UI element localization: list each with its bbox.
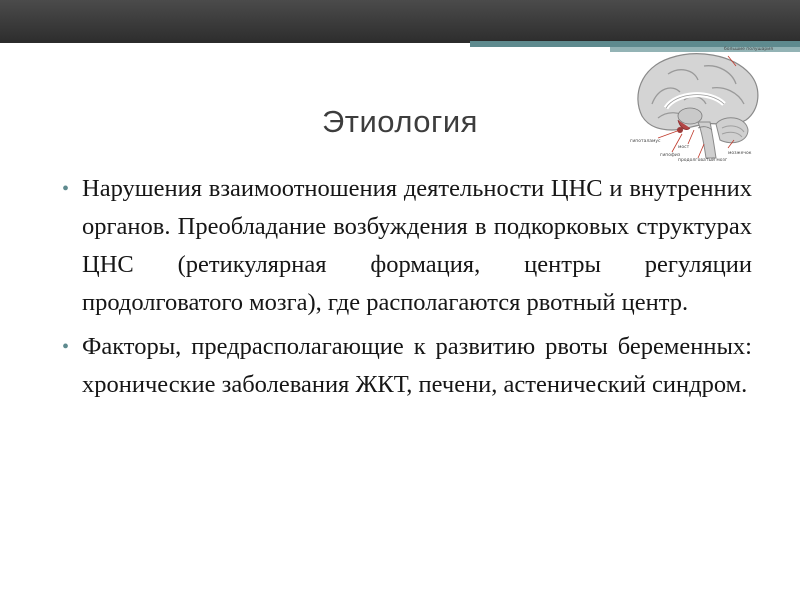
brain-illustration: [628, 44, 773, 163]
brain-label: мост: [678, 145, 690, 150]
brain-label: гипофиз: [660, 153, 681, 158]
bullet-list: [60, 170, 752, 410]
bullet-item: [60, 170, 752, 322]
slide-title: Этиология: [322, 104, 478, 139]
brain-label: большие полушария: [724, 47, 773, 52]
bullet-text: Нарушения взаимоотношения деятельности ЦНС и внутренних органов. Преобладание возбуждения в подкорковых структурах ЦНС (ретикулярная формация, центры регуляции продолговатого мозга), где располагаются рвотный центр.: [82, 175, 752, 316]
top-band: [0, 0, 800, 40]
bullet-marker: •: [62, 178, 70, 200]
bullet-item: [60, 328, 752, 404]
brain-label: мозжечок: [728, 151, 752, 156]
brain-label: продолговатый мозг: [678, 158, 728, 163]
brain-label: гипоталамус: [630, 139, 661, 144]
bullet-marker: •: [62, 336, 70, 358]
bullet-text: Факторы, предрасполагающие к развитию рвоты беременных: хронические заболевания ЖКТ, печени, астенический синдром.: [82, 333, 752, 398]
